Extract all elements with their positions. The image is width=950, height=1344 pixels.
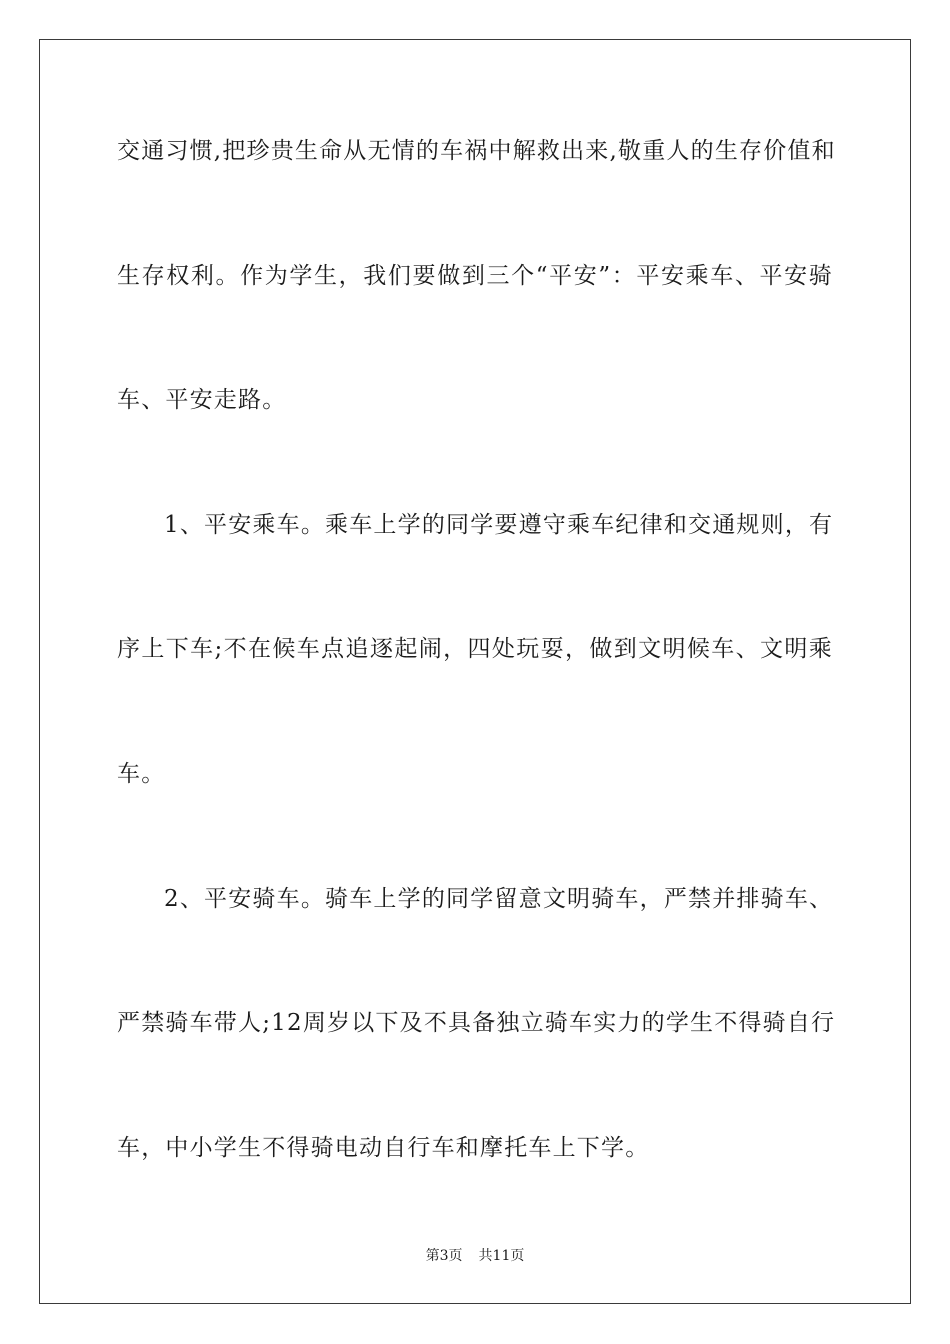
body-line: 严禁骑车带人;12周岁以下及不具备独立骑车实力的学生不得骑自行 [117,1010,836,1036]
body-line: 车，中小学生不得骑电动自行车和摩托车上下学。 [117,1135,650,1161]
body-line: 生存权利。作为学生，我们要做到三个“平安”：平安乘车、平安骑 [117,263,833,289]
page-total: 共11页 [478,1248,525,1264]
body-line: 车、平安走路。 [117,387,287,413]
page-footer [0,1247,950,1265]
body-line: 车。 [117,761,166,787]
paragraph-first-line: 2、平安骑车。骑车上学的同学留意文明骑车，严禁并排骑车、 [164,886,834,912]
body-line: 序上下车;不在候车点追逐起闹，四处玩耍，做到文明候车、文明乘 [117,636,833,662]
page-number: 第3页 [425,1248,463,1264]
paragraph-first-line: 1、平安乘车。乘车上学的同学要遵守乘车纪律和交通规则，有 [164,512,834,538]
body-line: 交通习惯,把珍贵生命从无情的车祸中解救出来,敬重人的生存价值和 [117,138,836,164]
page-border [39,39,911,1304]
